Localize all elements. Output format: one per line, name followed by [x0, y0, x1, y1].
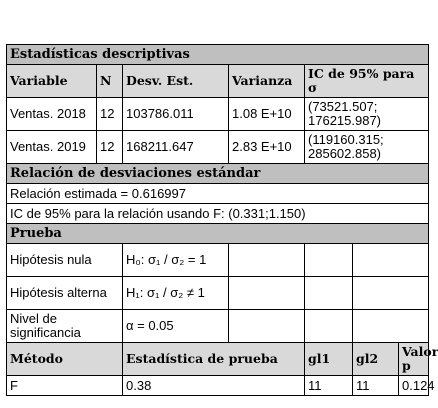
column-header: Desv. Est.	[123, 65, 229, 98]
cell-variance: 2.83 E+10	[229, 131, 305, 164]
cell-gl2: 11	[353, 376, 399, 396]
empty-cell	[353, 277, 429, 310]
p-value-header: Valor p	[402, 344, 438, 373]
section-title: Prueba	[7, 224, 429, 244]
table-row	[7, 131, 429, 164]
cell-n: 12	[97, 131, 123, 164]
empty-cell	[353, 244, 429, 277]
column-header: Varianza	[229, 65, 305, 98]
cell-sd: 168211.647	[123, 131, 229, 164]
column-header: IC de 95% para σ	[305, 65, 429, 98]
table-row	[7, 204, 429, 224]
cell-sd: 103786.011	[123, 98, 229, 131]
ratio-ci: IC de 95% para la relación usando F: (0.331;1.150)	[7, 204, 429, 224]
empty-cell	[305, 244, 353, 277]
test-value: H₁: σ₁ / σ₂ ≠ 1	[123, 277, 229, 310]
table-row	[7, 98, 429, 131]
cell-ci: (119160.315; 285602.858)	[305, 131, 429, 164]
cell-variance: 1.08 E+10	[229, 98, 305, 131]
empty-cell	[305, 310, 353, 343]
section-header-descriptive	[7, 45, 429, 65]
empty-cell	[353, 310, 429, 343]
test-label: Nivel de significancia	[7, 310, 123, 343]
cell-ci: (73521.507; 176215.987)	[305, 98, 429, 131]
column-header: Estadística de prueba	[123, 343, 305, 376]
variance-test-table	[6, 44, 438, 396]
column-header: gl2	[353, 343, 399, 376]
table-row	[7, 277, 429, 310]
section-title: Estadísticas descriptivas	[7, 45, 429, 65]
table-row	[7, 376, 429, 396]
section-header-ratio	[7, 164, 429, 184]
column-header: N	[97, 65, 123, 98]
section-header-test	[7, 224, 429, 244]
descriptive-header-row	[7, 65, 429, 98]
column-header: Método	[7, 343, 123, 376]
statistics-table-container	[6, 44, 438, 396]
table-row	[7, 310, 429, 343]
test-value: H₀: σ₁ / σ₂ = 1	[123, 244, 229, 277]
empty-cell	[229, 244, 305, 277]
cell-method: F	[7, 376, 123, 396]
method-header-row	[7, 343, 429, 376]
column-header: gl1	[305, 343, 353, 376]
test-value: α = 0.05	[123, 310, 229, 343]
column-header	[399, 343, 438, 376]
ratio-estimate: Relación estimada = 0.616997	[7, 184, 429, 204]
cell-n: 12	[97, 98, 123, 131]
empty-cell	[305, 277, 353, 310]
table-row	[7, 184, 429, 204]
test-label: Hipótesis nula	[7, 244, 123, 277]
cell-p: 0.124	[399, 376, 429, 396]
cell-stat: 0.38	[123, 376, 305, 396]
column-header: Variable	[7, 65, 97, 98]
test-label: Hipótesis alterna	[7, 277, 123, 310]
empty-cell	[229, 310, 305, 343]
cell-variable: Ventas. 2018	[7, 98, 97, 131]
cell-gl1: 11	[305, 376, 353, 396]
empty-cell	[229, 277, 305, 310]
cell-variable: Ventas. 2019	[7, 131, 97, 164]
table-row	[7, 244, 429, 277]
section-title: Relación de desviaciones estándar	[7, 164, 429, 184]
